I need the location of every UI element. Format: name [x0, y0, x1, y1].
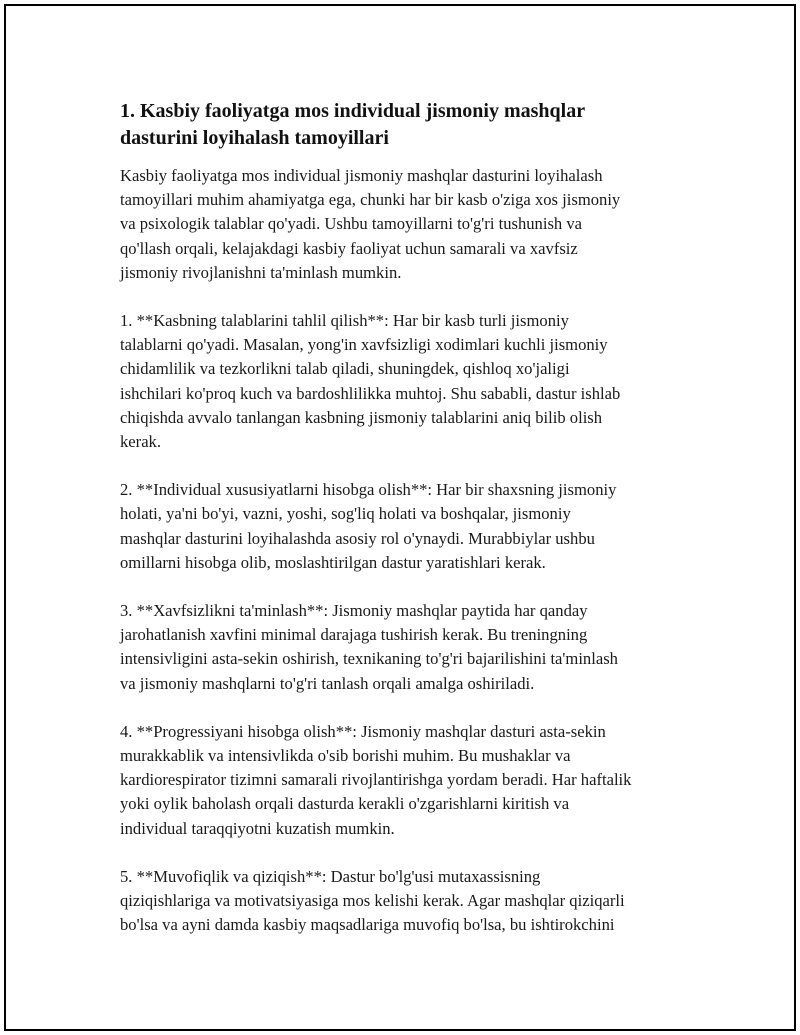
heading-line: dasturini loyihalash tamoyillari: [120, 127, 389, 149]
document-content: [120, 98, 690, 961]
text-line: talablarni qo'yadi. Masalan, yong'in xavfsizligi xodimlari kuchli jismoniy: [120, 335, 608, 355]
principle-3-paragraph: [120, 599, 690, 696]
section-heading: [120, 98, 690, 152]
text-line: mashqlar dasturini loyihalashda asosiy rol o'ynaydi. Murabbiylar ushbu: [120, 528, 595, 548]
text-line: holati, ya'ni bo'yi, vazni, yoshi, sog'liq holati va boshqalar, jismoniy: [120, 504, 571, 524]
text-line: chidamlilik va tezkorlikni talab qiladi, shuningdek, qishloq xo'jaligi: [120, 359, 570, 379]
text-line: tamoyillari muhim ahamiyatga ega, chunki har bir kasb o'ziga xos jismoniy: [120, 190, 621, 210]
text-line: jismoniy rivojlanishni ta'minlash mumkin.: [120, 262, 402, 282]
principle-1-paragraph: [120, 309, 690, 454]
text-line: kardiorespirator tizimni samarali rivojlantirishga yordam beradi. Har haftalik: [120, 770, 632, 790]
text-line: yoki oylik baholash orqali dasturda kerakli o'zgarishlarni kiritish va: [120, 794, 570, 814]
text-line: Kasbiy faoliyatga mos individual jismoniy mashqlar dasturini loyihalash: [120, 166, 603, 185]
text-line: bo'lsa va ayni damda kasbiy maqsadlariga muvofiq bo'lsa, bu ishtirokchini: [120, 915, 615, 935]
text-line: qiziqishlariga va motivatsiyasiga mos kelishi kerak. Agar mashqlar qiziqarli: [120, 891, 625, 911]
text-line: 1. **Kasbning talablarini tahlil qilish**: Har bir kasb turli jismoniy: [120, 311, 569, 331]
text-line: va jismoniy mashqlarni to'g'ri tanlash orqali amalga oshiriladi.: [120, 673, 535, 693]
text-line: ishchilari ko'proq kuch va bardoshlilikka muhtoj. Shu sababli, dastur ishlab: [120, 383, 621, 403]
text-line: 2. **Individual xususiyatlarni hisobga olish**: Har bir shaxsning jismoniy: [120, 480, 617, 500]
text-line: qo'llash orqali, kelajakdagi kasbiy faoliyat uchun samarali va xavfsiz: [120, 238, 578, 258]
principle-2-paragraph: [120, 478, 690, 575]
principle-4-paragraph: [120, 720, 690, 841]
text-line: omillarni hisobga olib, moslashtirilgan dastur yaratishlari kerak.: [120, 552, 546, 572]
principle-5-paragraph: [120, 865, 690, 938]
text-line: 5. **Muvofiqlik va qiziqish**: Dastur bo'lg'usi mutaxassisning: [120, 866, 541, 886]
text-line: va psixologik talablar qo'yadi. Ushbu tamoyillarni to'g'ri tushunish va: [120, 214, 583, 234]
text-line: jarohatlanish xavfini minimal darajaga tushirish kerak. Bu treningning: [120, 625, 588, 645]
text-line: kerak.: [120, 432, 161, 452]
page-frame: [4, 4, 796, 1031]
text-line: intensivligini asta-sekin oshirish, texnikaning to'g'ri bajarilishini ta'minlash: [120, 649, 618, 669]
text-line: murakkablik va intensivlikda o'sib borishi muhim. Bu mushaklar va: [120, 746, 571, 766]
text-line: individual taraqqiyotni kuzatish mumkin.: [120, 818, 395, 838]
heading-line: 1. Kasbiy faoliyatga mos individual jismoniy mashqlar: [120, 100, 586, 122]
text-line: chiqishda avvalo tanlangan kasbning jismoniy talablarini aniq bilib olish: [120, 407, 603, 427]
text-line: 4. **Progressiyani hisobga olish**: Jismoniy mashqlar dasturi asta-sekin: [120, 721, 606, 741]
intro-paragraph: [120, 164, 690, 285]
text-line: 3. **Xavfsizlikni ta'minlash**: Jismoniy mashqlar paytida har qanday: [120, 601, 588, 621]
